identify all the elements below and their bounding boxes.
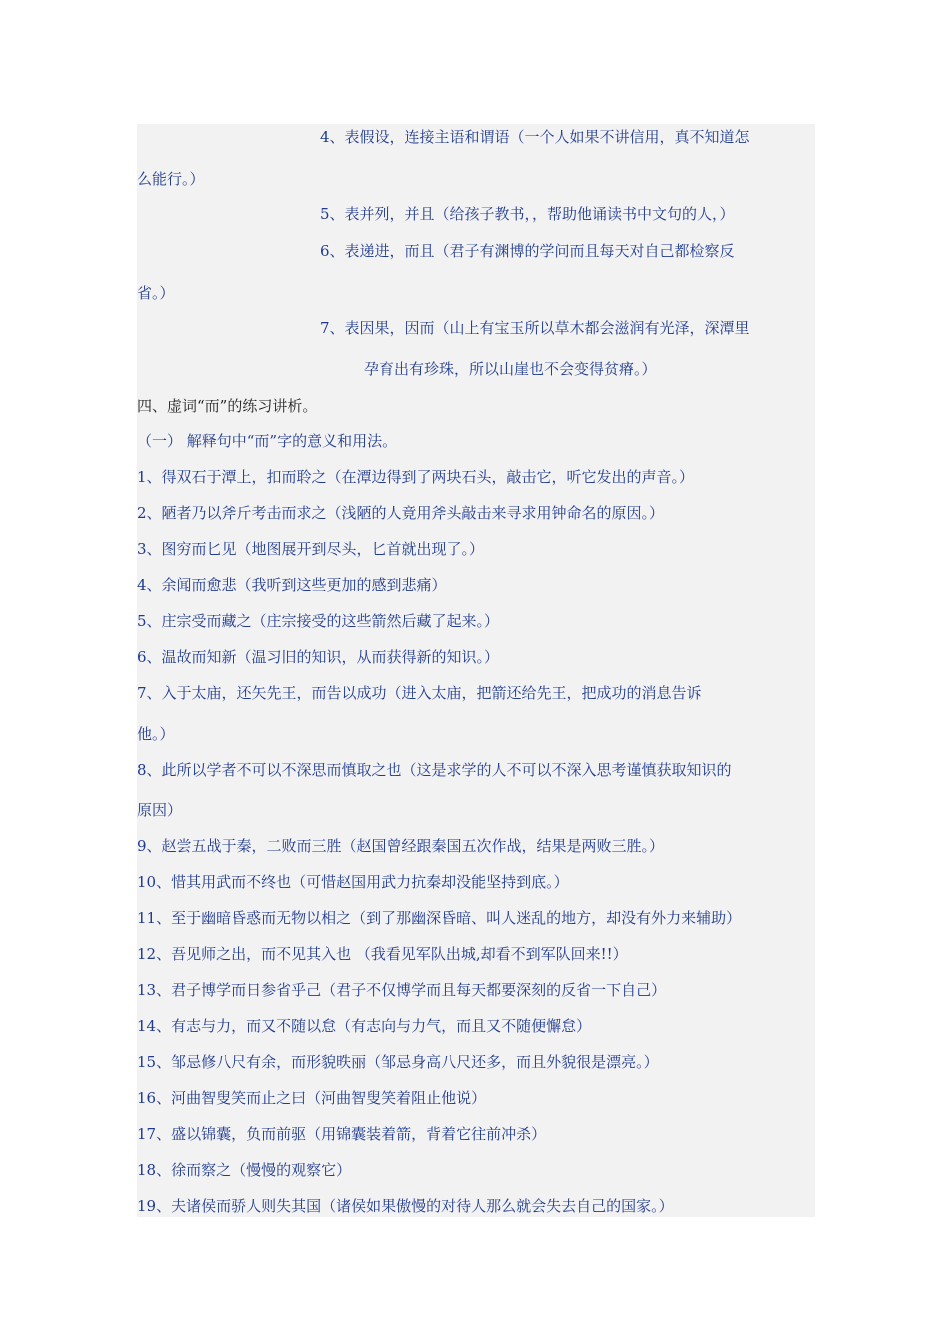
exercise-item: 7、入于太庙，还矢先王，而告以成功（进入太庙，把箭还给先王，把成功的消息告诉 <box>137 684 702 702</box>
exercise-item-continuation: 原因） <box>137 801 183 819</box>
subsection-title: （一） 解释句中“而”字的意义和用法。 <box>137 432 398 450</box>
usage-6-continuation: 省。） <box>137 284 175 302</box>
exercise-item: 18、徐而察之（慢慢的观察它） <box>137 1161 352 1179</box>
exercise-item: 17、盛以锦囊，负而前驱（用锦囊装着箭，背着它往前冲杀） <box>137 1125 547 1143</box>
usage-7-line: 7、表因果，因而（山上有宝玉所以草木都会滋润有光泽，深潭里 <box>320 319 750 337</box>
exercise-item-continuation: 他。） <box>137 725 175 743</box>
usage-6-line: 6、表递进，而且（君子有渊博的学问而且每天对自己都检察反 <box>320 242 735 260</box>
exercise-item: 3、图穷而匕见（地图展开到尽头，匕首就出现了。） <box>137 540 485 558</box>
exercise-item: 10、惜其用武而不终也（可惜赵国用武力抗秦却没能坚持到底。） <box>137 873 569 891</box>
exercise-item: 14、有志与力，而又不随以怠（有志向与力气，而且又不随便懈怠） <box>137 1017 592 1035</box>
exercise-item: 9、赵尝五战于秦，二败而三胜（赵国曾经跟秦国五次作战，结果是两败三胜。） <box>137 837 665 855</box>
exercise-item: 13、君子博学而日参省乎己（君子不仅博学而且每天都要深刻的反省一下自己） <box>137 981 667 999</box>
usage-5-line: 5、表并列，并且（给孩子教书，，帮助他诵读书中文句的人，） <box>320 205 735 223</box>
exercise-item: 4、余闻而愈悲（我听到这些更加的感到悲痛） <box>137 576 447 594</box>
usage-7-continuation: 孕育出有珍珠，所以山崖也不会变得贫瘠。） <box>364 360 657 378</box>
exercise-item: 15、邹忌修八尺有余，而形貌昳丽（邹忌身高八尺还多，而且外貌很是漂亮。） <box>137 1053 659 1071</box>
exercise-item: 12、吾见师之出，而不见其入也 （我看见军队出城,却看不到军队回来!!） <box>137 945 628 963</box>
exercise-item: 11、至于幽暗昏惑而无物以相之（到了那幽深昏暗、叫人迷乱的地方，却没有外力来辅助） <box>137 909 742 927</box>
section-title: 四、虚词“而”的练习讲析。 <box>137 397 318 415</box>
exercise-item: 19、夫诸侯而骄人则失其国（诸侯如果傲慢的对待人那么就会失去自己的国家。） <box>137 1197 674 1215</box>
exercise-item: 8、此所以学者不可以不深思而慎取之也（这是求学的人不可以不深入思考谨慎获取知识的 <box>137 761 732 779</box>
usage-4-line: 4、表假设，连接主语和谓语（一个人如果不讲信用，真不知道怎 <box>320 128 750 146</box>
exercise-item: 1、得双石于潭上，扣而聆之（在潭边得到了两块石头，敲击它，听它发出的声音。） <box>137 468 695 486</box>
exercise-item: 6、温故而知新（温习旧的知识，从而获得新的知识。） <box>137 648 500 666</box>
exercise-item: 5、庄宗受而藏之（庄宗接受的这些箭然后藏了起来。） <box>137 612 500 630</box>
exercise-item: 2、陋者乃以斧斤考击而求之（浅陋的人竟用斧头敲击来寻求用钟命名的原因。） <box>137 504 665 522</box>
exercise-item: 16、河曲智叟笑而止之曰（河曲智叟笑着阻止他说） <box>137 1089 487 1107</box>
usage-4-continuation: 么能行。） <box>137 170 205 188</box>
